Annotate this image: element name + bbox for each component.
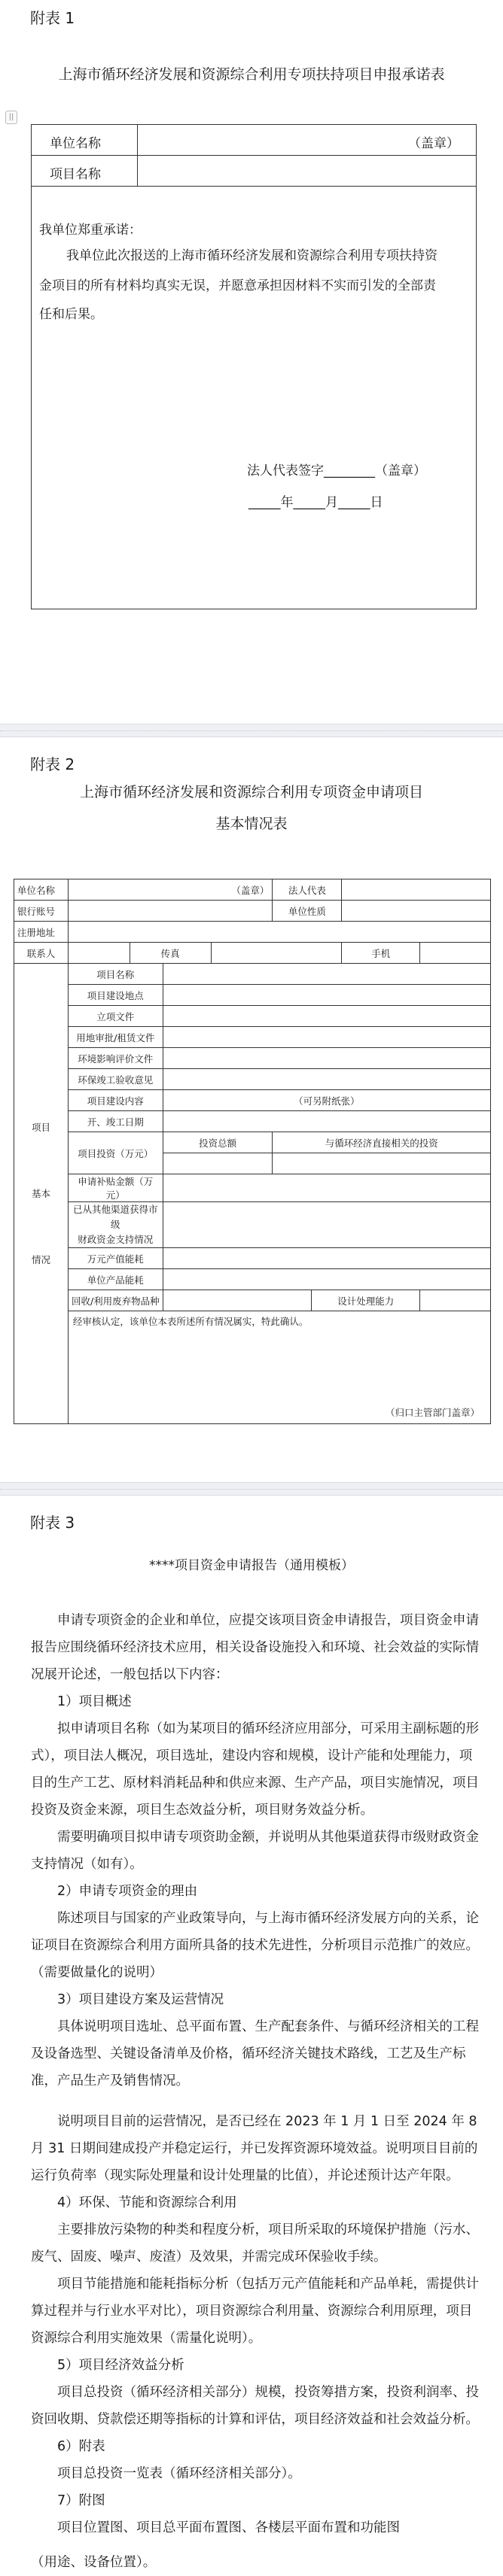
waste-types-field[interactable] (163, 1290, 312, 1311)
section-1-para-2: 需要明确项目拟申请专项资助金额，并说明从其他渠道获得市级财政资金支持情况（如有）。 (31, 1830, 479, 1872)
fax-field[interactable] (211, 943, 342, 964)
pledge-line-2: 金项目的所有材料均真实无误，并愿意承担因材料不实而引发的全部责 (39, 278, 436, 293)
item-subsidy: 申请补贴金额（万元） (68, 1174, 163, 1202)
item-eia: 环境影响评价文件 (68, 1048, 163, 1069)
section-5-para-1: 项目总投资（循环经济相关部分）规模，投资筹措方案，投资利润率、投资回收期、贷款偿还期等指标的计算和评估，项目经济效益和社会效益分析。 (31, 2385, 479, 2427)
date-line: _____年_____月_____日 (248, 495, 383, 510)
design-capacity-field[interactable] (420, 1290, 491, 1311)
energy-per-output-field[interactable] (163, 1248, 490, 1269)
pledge-form-box (31, 124, 477, 609)
project-basic-info-side: 项目 基本 情况 (14, 964, 69, 1424)
project-name-label: 项目名称 (50, 167, 101, 182)
item-energy-per-unit: 单位产品能耗 (68, 1269, 163, 1290)
section-4-para-1: 主要排放污染物的种类和程度分析，项目所采取的环境保护措施（污水、废气、固废、噪声、废渣）及效果，并需完成环保验收手续。 (31, 2222, 479, 2265)
design-capacity-label: 设计处理能力 (312, 1290, 420, 1311)
invest-related-field[interactable] (273, 1153, 491, 1174)
section-2-heading: 2）申请专项资金的理由 (57, 1884, 198, 1899)
item-env-acceptance: 环保竣工验收意见 (68, 1069, 163, 1090)
section-7-heading: 7）附图 (57, 2493, 105, 2508)
unit-name-label: 单位名称 (14, 879, 69, 901)
item-land: 用地审批/租赁文件 (68, 1027, 163, 1048)
env-acceptance-field[interactable] (163, 1069, 490, 1090)
land-field[interactable] (163, 1027, 490, 1048)
unit-seal: （盖章） (68, 879, 273, 901)
contact-field[interactable] (68, 943, 130, 964)
intro-paragraph: 申请专项资金的企业和单位，应提交该项目资金申请报告，项目资金申请报告应围绕循环经济技术应用，相关设备设施投入和环境、社会效益的实际情况展开论述，一般包括以下内容： (31, 1613, 479, 1682)
mobile-label: 手机 (342, 943, 420, 964)
section-2-para-1: 陈述项目与国家的产业政策导向，与上海市循环经济发展方向的关系，论证项目在资源综合利用方面所具备的技术先进性，分析项目示范推广的效应。（需要做量化的说明） (31, 1911, 479, 1980)
page-subtitle: 基本情况表 (215, 816, 288, 832)
item-project-name: 项目名称 (68, 964, 163, 985)
invest-total-label: 投资总额 (163, 1132, 273, 1153)
unit-nature-label: 单位性质 (273, 901, 342, 922)
dates-field[interactable] (163, 1111, 490, 1132)
section-6-heading: 6）附表 (57, 2439, 105, 2454)
pledge-line-1: 我单位此次报送的上海市循环经济发展和资源综合利用专项扶持资 (66, 248, 437, 263)
seal-note: （盖章） (408, 136, 459, 151)
page-1 (0, 0, 503, 724)
bank-account-label: 银行账号 (14, 901, 69, 922)
energy-per-unit-field[interactable] (163, 1269, 490, 1290)
side-tab-handle[interactable]: || (5, 111, 17, 124)
section-5-heading: 5）项目经济效益分析 (57, 2358, 184, 2373)
page-title: ****项目资金申请报告（通用模板） (149, 1558, 354, 1573)
attachment-label: 附表 3 (30, 1514, 75, 1532)
contact-label: 联系人 (14, 943, 69, 964)
bank-account-field[interactable] (68, 901, 273, 922)
reg-address-label: 注册地址 (14, 922, 69, 943)
section-6-para-1: 项目总投资一览表（循环经济相关部分）。 (57, 2466, 301, 2481)
review-box (68, 1311, 490, 1424)
item-location: 项目建设地点 (68, 985, 163, 1006)
pledge-line-3: 任和后果。 (39, 307, 103, 322)
salutation: 我单位郑重承诺： (39, 223, 142, 238)
unit-name-label: 单位名称 (50, 136, 101, 151)
section-3-heading: 3）项目建设方案及运营情况 (57, 1992, 224, 2007)
item-energy-per-output: 万元产值能耗 (68, 1248, 163, 1269)
page-title: 上海市循环经济发展和资源综合利用专项资金申请项目 (79, 784, 423, 800)
basic-info-table (14, 879, 491, 1424)
location-field[interactable] (163, 985, 490, 1006)
unit-nature-field[interactable] (342, 901, 491, 922)
project-name-field[interactable] (163, 964, 490, 985)
attachment-label: 附表 2 (30, 755, 75, 773)
legal-rep-field[interactable] (342, 879, 491, 901)
item-waste-types: 回收/利用废弃物品种 (68, 1290, 163, 1311)
invest-related-label: 与循环经济直接相关的投资 (273, 1132, 491, 1153)
invest-total-field[interactable] (163, 1153, 273, 1174)
approval-field[interactable] (163, 1006, 490, 1027)
attach-note: （可另附纸张） (163, 1090, 490, 1111)
section-1-heading: 1）项目概述 (57, 1694, 132, 1709)
fax-label: 传真 (130, 943, 211, 964)
page-title: 上海市循环经济发展和资源综合利用专项扶持项目申报承诺表 (58, 66, 445, 83)
review-seal: （归口主管部门盖章） (385, 1407, 480, 1418)
section-3-para-1: 具体说明项目选址、总平面布置、生产配套条件、与循环经济相关的工程及设备选型、关键设备清单及价格，循环经济关键技术路线，工艺及生产标准，产品生产及销售情况。 (31, 2019, 479, 2088)
page-separator (0, 724, 503, 737)
review-note: 经审核认定，该单位本表所述所有情况属实，特此确认。 (72, 1316, 309, 1327)
item-other-funding: 已从其他渠道获得市级 财政资金支持情况 (68, 1202, 163, 1248)
section-4-heading: 4）环保、节能和资源综合利用 (57, 2195, 237, 2210)
project-name-row (32, 156, 476, 187)
signature-line: 法人代表签字________（盖章） (247, 463, 426, 478)
item-content: 项目建设内容 (68, 1090, 163, 1111)
unit-name-row (32, 125, 476, 156)
eia-field[interactable] (163, 1048, 490, 1069)
subsidy-field[interactable] (163, 1174, 490, 1202)
other-funding-field[interactable] (163, 1202, 490, 1248)
attachment-label: 附表 1 (30, 9, 75, 27)
section-1-para-1: 拟申请项目名称（如为某项目的循环经济应用部分，可采用主副标题的形式），项目法人概况，项目选址，建设内容和规模，设计产能和处理能力，项目的生产工艺、原材料消耗品种和供应来源、生产产品，项目实施情况，项目投资及资金来源，项目生态效益分析，项目财务效益分析。 (31, 1721, 479, 1818)
reg-address-field[interactable] (68, 922, 490, 943)
item-approval: 立项文件 (68, 1006, 163, 1027)
section-3-para-2: 说明项目目前的运营情况，是否已经在 2023 年 1 月 1 日至 2024 年 8 月 31 日期间建成投产并稳定运行，并已发挥资源环境效益。说明项目目前的运行负荷率（现实际处理量和设计处理量的比值），并论述预计达产年限。 (31, 2114, 478, 2183)
item-investment: 项目投资（万元） (68, 1132, 163, 1174)
page-separator (0, 1482, 503, 1496)
report-body (31, 1607, 483, 2576)
section-4-para-2: 项目节能措施和能耗指标分析（包括万元产值能耗和产品单耗，需提供计算过程并与行业水平对比），项目资源综合利用量、资源综合利用原理，项目资源综合利用实施效果（需量化说明）。 (31, 2277, 479, 2346)
legal-rep-label: 法人代表 (273, 879, 342, 901)
item-dates: 开、竣工日期 (68, 1111, 163, 1132)
section-7-para-2: （用途、设备位置）。 (31, 2555, 157, 2570)
mobile-field[interactable] (420, 943, 491, 964)
section-7-para-1: 项目位置图、项目总平面布置图、各楼层平面布置和功能图 (57, 2520, 400, 2535)
